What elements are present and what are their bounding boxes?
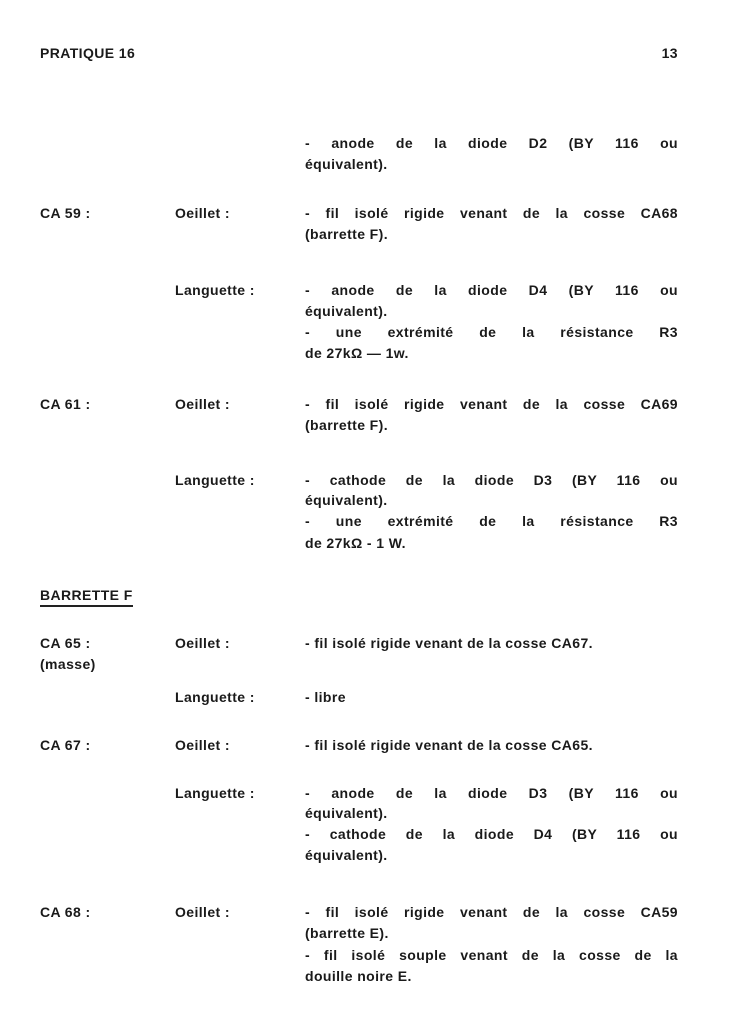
text-line: (barrette F). bbox=[305, 226, 388, 242]
oeillet-label: Oeillet : bbox=[175, 737, 230, 753]
text-line: - anode de la diode D3 (BY 116 ou bbox=[305, 785, 678, 801]
terminal-label-ca68: CA 68 : bbox=[40, 904, 91, 920]
oeillet-label: Oeillet : bbox=[175, 205, 230, 221]
section-heading: BARRETTE F bbox=[40, 586, 133, 607]
text-line: - fil isolé rigide venant de la cosse CA68 bbox=[305, 205, 678, 221]
languette-label: Languette : bbox=[175, 689, 255, 705]
text-line: équivalent). bbox=[305, 805, 388, 821]
languette-label: Languette : bbox=[175, 785, 255, 801]
terminal-label-ca61: CA 61 : bbox=[40, 396, 91, 412]
terminal-label-ca65: CA 65 : bbox=[40, 635, 91, 651]
languette-label: Languette : bbox=[175, 282, 255, 298]
text-line: - une extrémité de la résistance R3 bbox=[305, 324, 678, 340]
oeillet-label: Oeillet : bbox=[175, 396, 230, 412]
text-line: équivalent). bbox=[305, 847, 388, 863]
text-line: - fil isolé rigide venant de la cosse CA67. bbox=[305, 635, 593, 651]
text-line: - anode de la diode D4 (BY 116 ou bbox=[305, 282, 678, 298]
text-line: - fil isolé rigide venant de la cosse CA59 bbox=[305, 904, 678, 920]
text-line: - fil isolé rigide venant de la cosse CA69 bbox=[305, 396, 678, 412]
text-line: (barrette E). bbox=[305, 925, 389, 941]
text-line: - une extrémité de la résistance R3 bbox=[305, 513, 678, 529]
text-line: - fil isolé souple venant de la cosse de la bbox=[305, 947, 678, 963]
text-line: - cathode de la diode D3 (BY 116 ou bbox=[305, 472, 678, 488]
languette-label: Languette : bbox=[175, 472, 255, 488]
text-line: - fil isolé rigide venant de la cosse CA65. bbox=[305, 737, 593, 753]
text-line: équivalent). bbox=[305, 303, 388, 319]
text-line: équivalent). bbox=[305, 156, 388, 172]
terminal-label-ca59: CA 59 : bbox=[40, 205, 91, 221]
terminal-label-ca67: CA 67 : bbox=[40, 737, 91, 753]
text-line: de 27kΩ — 1w. bbox=[305, 345, 409, 361]
text-line: - anode de la diode D2 (BY 116 ou bbox=[305, 135, 678, 151]
text-line: douille noire E. bbox=[305, 968, 412, 984]
terminal-note: (masse) bbox=[40, 656, 96, 672]
text-line: - cathode de la diode D4 (BY 116 ou bbox=[305, 826, 678, 842]
text-line: de 27kΩ - 1 W. bbox=[305, 535, 406, 551]
running-title: PRATIQUE 16 bbox=[40, 45, 136, 61]
oeillet-label: Oeillet : bbox=[175, 635, 230, 651]
oeillet-label: Oeillet : bbox=[175, 904, 230, 920]
text-line: (barrette F). bbox=[305, 417, 388, 433]
text-line: équivalent). bbox=[305, 492, 388, 508]
text-line: - libre bbox=[305, 689, 346, 705]
page-number: 13 bbox=[661, 45, 678, 61]
